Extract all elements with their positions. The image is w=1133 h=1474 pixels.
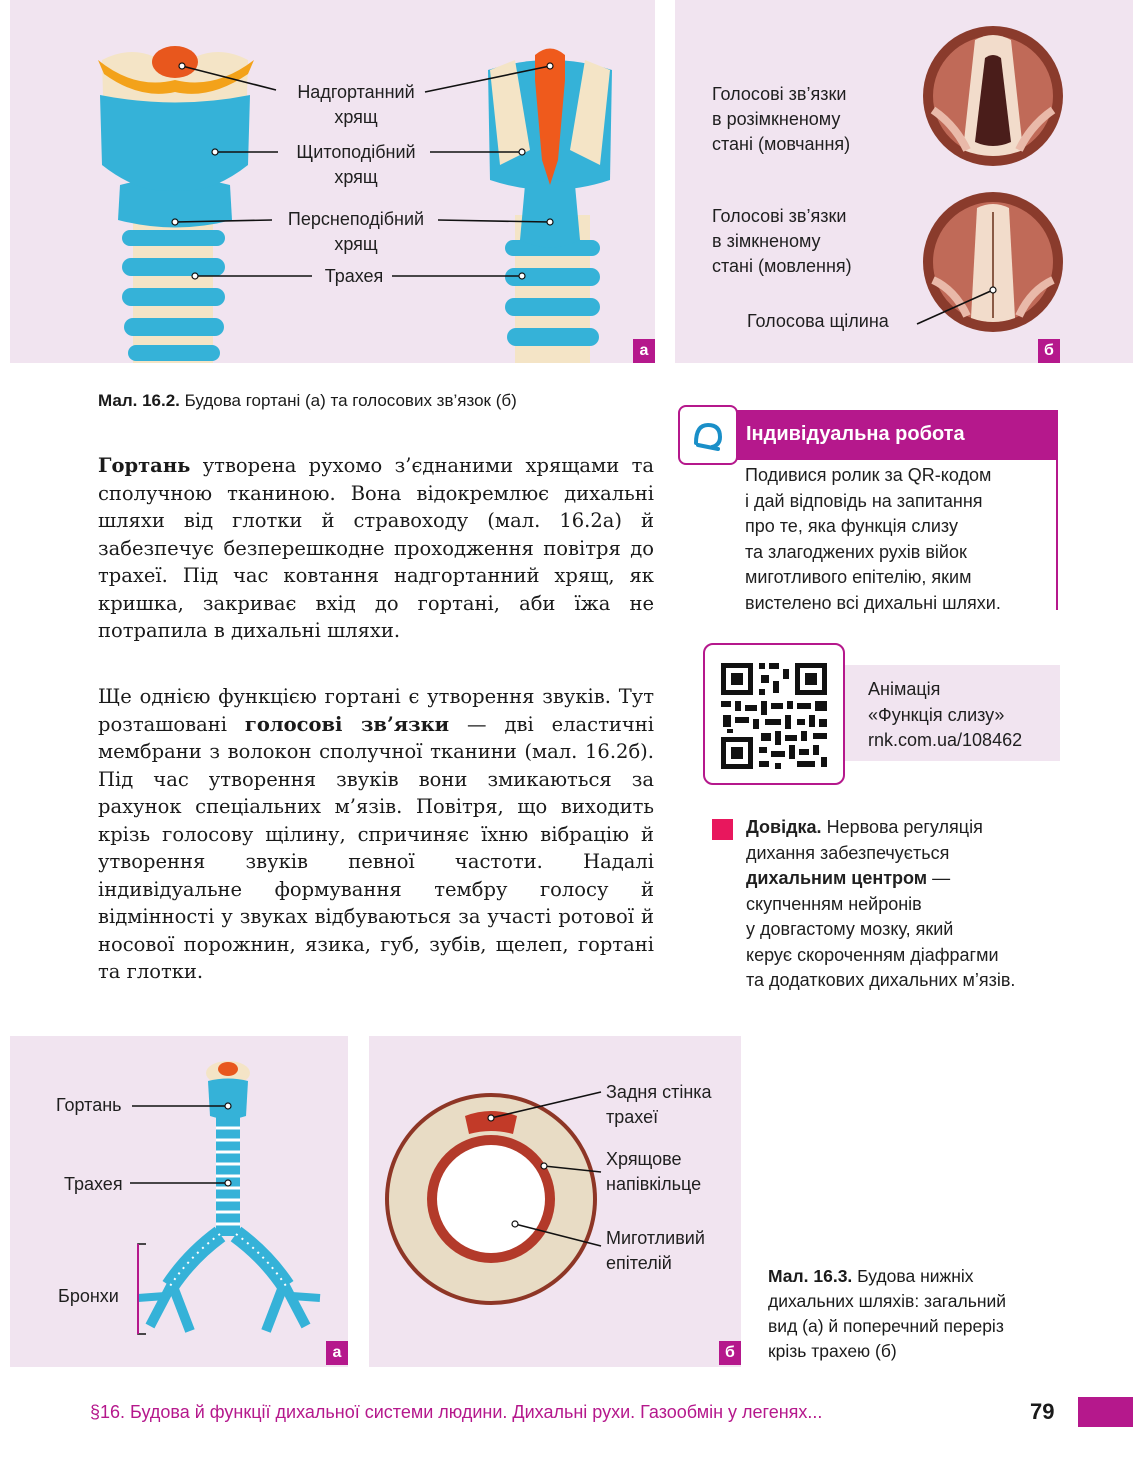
qr-code-icon	[705, 645, 843, 783]
note-square-icon	[712, 819, 733, 840]
figure-16-3b-panel	[369, 1036, 741, 1367]
label-vocal-closed: Голосові зв’язки в зімкненому стані (мовлення)	[712, 206, 852, 276]
label-vocal-open: Голосові зв’язки в розімкненому стані (мовчання)	[712, 84, 851, 154]
label-cartilage-ring: Хрящове напівкільце	[606, 1149, 702, 1194]
individual-work-icon-frame	[678, 405, 738, 465]
individual-work-text: Подивися ролик за QR-кодом і дай відповідь на запитання про те, яка функція слизу та злагоджених рухів війок миготливого епітелію, яким вистелено всі дихальні шляхи.	[745, 465, 1001, 613]
figure-16-2b-panel	[675, 0, 1133, 363]
airways-drawing	[138, 1061, 320, 1331]
trachea-cross-section-drawing	[385, 1093, 597, 1305]
label-cricoid: Перснеподібний хрящ	[287, 209, 425, 254]
vocal-cords-closed-drawing	[923, 192, 1063, 332]
tag-b: б	[1038, 339, 1060, 363]
larynx-back-drawing	[488, 49, 612, 364]
figure-16-2-caption: Мал. 16.2. Будова гортані (а) та голосових зв’язок (б)	[98, 391, 517, 410]
individual-work-box	[678, 405, 1058, 613]
label-epiglottis: Надгортанний хрящ	[297, 82, 415, 127]
vocal-cords-open-drawing	[923, 26, 1063, 166]
animation-block	[703, 643, 1060, 785]
paragraph-larynx: Гортань утворена рухомо з’єднаними хрящами та сполучною тканиною. Вона відокремлює дихальні шляхи від глотки й стравоходу (мал. 16.2а) й забезпечує безперешкодне проходження повітря до трахеї. Під час ковтання надгортанний хрящ, як кришка, закриває вхід до гортані, аби їжа не потрапила в дихальні шляхи.	[98, 454, 654, 642]
label-trachea-2: Трахея	[64, 1174, 123, 1194]
tag-b-2: б	[719, 1341, 741, 1365]
label-ciliated-epithelium: Миготливий епітелій	[606, 1228, 705, 1273]
page-tab-marker	[1078, 1397, 1133, 1427]
user-icon	[680, 407, 736, 463]
qr-code[interactable]	[703, 643, 845, 785]
figure-16-3a-panel	[10, 1036, 348, 1367]
animation-link-text[interactable]: Анімація «Функція слизу» rnk.com.ua/108462	[868, 679, 1023, 750]
tag-a: а	[633, 339, 655, 363]
page-number: 79	[1030, 1399, 1055, 1424]
airways-illustration	[10, 1036, 348, 1367]
individual-work-title: Індивідуальна робота	[746, 423, 965, 445]
paragraph-vocal-cords: Ще однією функцією гортані є утворення звуків. Тут розташовані голосові зв’язки — дві еластичні мембрани з волокон сполучної тканини (мал. 16.2б). Під час утворення звуків вони змикаються за рахунок спеціальних м’язів. Повітря, що виходить крізь голосову щілину, спричиняє їхню вібрацію й утворення звуків певної частоти. Надалі індивідуальне формування тембру голосу й відмінності у звуках відбуваються за участі ротової й носової порожнин, язика, губ, зубів, щелеп, гортані та глотки.	[98, 685, 654, 983]
tag-a-2: а	[326, 1341, 348, 1365]
running-footer: §16. Будова й функції дихальної системи людини. Дихальні рухи. Газообмін у легенях...	[90, 1402, 823, 1422]
individual-work-border	[1056, 460, 1058, 610]
figure-16-3-caption: Мал. 16.3. Будова нижніх дихальних шляхів: загальний вид (а) й поперечний переріз крізь трахею (б)	[768, 1266, 1007, 1361]
note-text: Довідка. Нервова регуляція дихання забезпечується дихальним центром — скупченням нейронів у довгастому мозку, який керує скороченням діафрагми та додаткових дихальних м’язів.	[746, 817, 1016, 990]
label-glottis: Голосова щілина	[747, 311, 889, 331]
label-larynx: Гортань	[56, 1095, 122, 1115]
label-back-wall: Задня стінка трахеї	[606, 1082, 712, 1127]
figure-16-2a-panel	[10, 0, 655, 363]
larynx-front-drawing	[98, 46, 254, 363]
label-trachea: Трахея	[324, 266, 384, 286]
label-thyroid: Щитоподібний хрящ	[296, 142, 416, 187]
vocal-cords-illustration	[675, 0, 1133, 363]
label-bronchi: Бронхи	[58, 1286, 119, 1306]
